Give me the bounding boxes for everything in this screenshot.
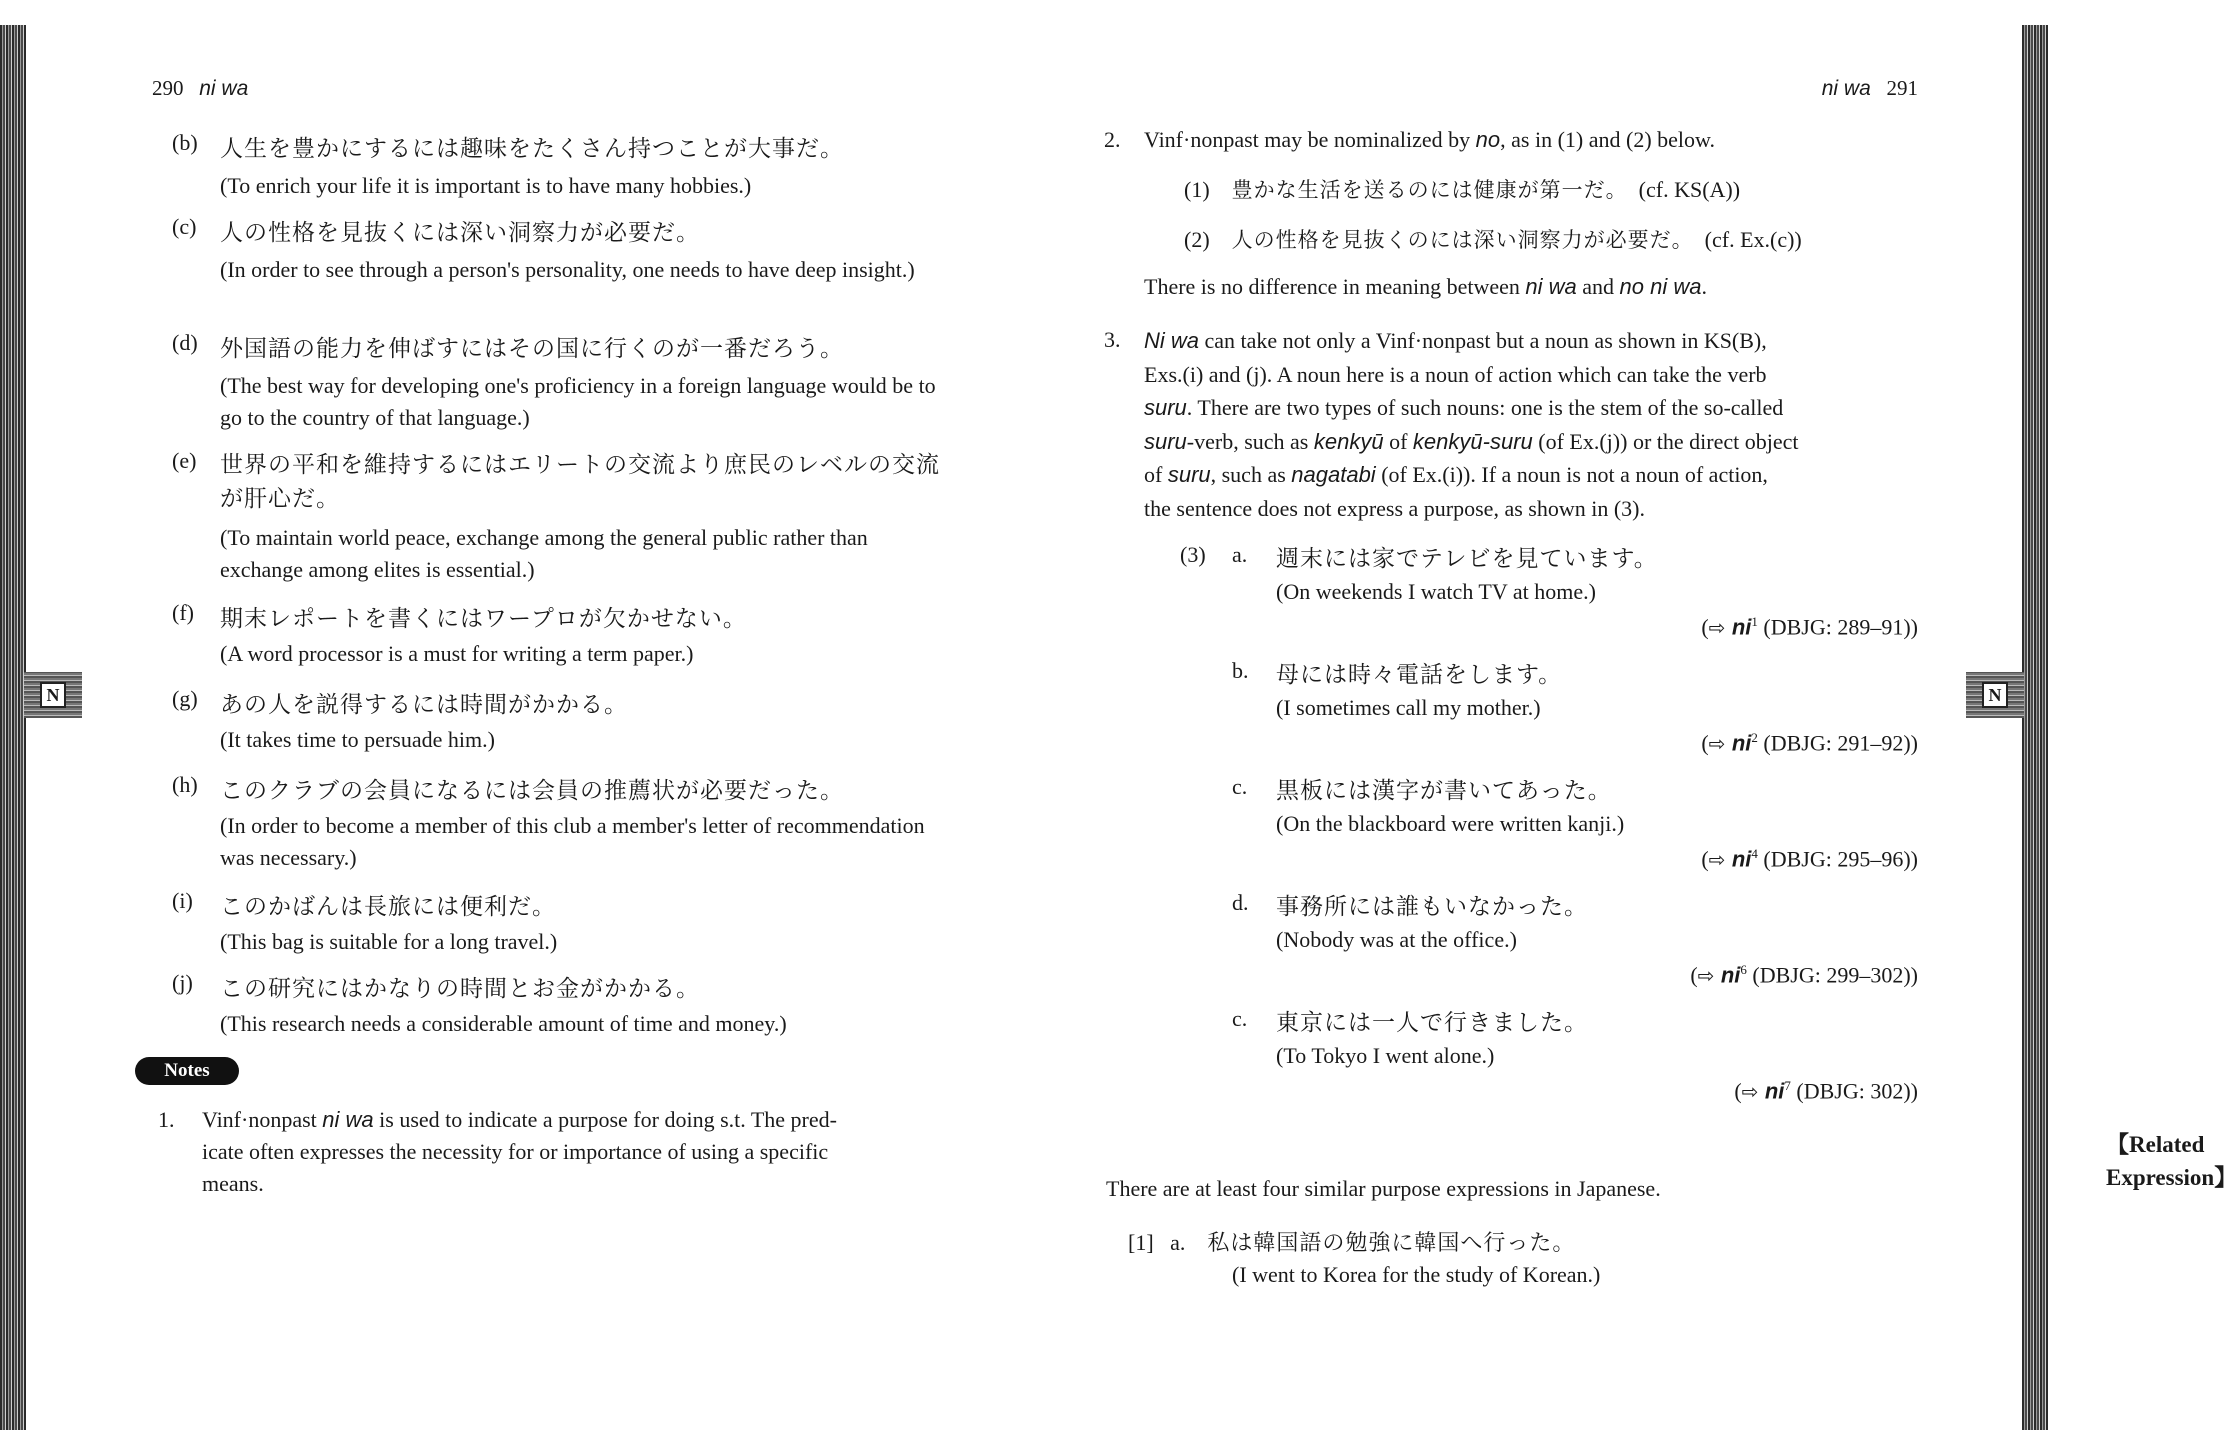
- example-english: (This research needs a considerable amount of time and money.): [220, 1011, 787, 1036]
- sub-example-label: c.: [1232, 774, 1248, 799]
- example-label: (i): [172, 888, 193, 913]
- note-2-item-1: [1184, 174, 1740, 204]
- example-label: (h): [172, 772, 198, 797]
- arrow-icon: ⇨: [1708, 615, 1732, 640]
- cross-reference: (⇨ $ni^6$ (DBJG: 299–302)): [1690, 962, 1918, 988]
- arrow-icon: ⇨: [1741, 1079, 1765, 1104]
- note-term: Ni wa: [1144, 328, 1200, 353]
- cross-reference: (⇨ $ni^7$ (DBJG: 302)): [1734, 1078, 1918, 1104]
- note-term: no ni wa: [1619, 274, 1702, 299]
- thumb-tab-letter: N: [40, 682, 66, 708]
- note-text: (of Ex.(j)) or the direct object: [1532, 428, 1799, 454]
- note-line: [1144, 458, 1798, 492]
- item-reference: (cf. KS(A)): [1638, 177, 1741, 202]
- note-term: suru: [1144, 428, 1187, 454]
- thumb-tab-left: [24, 672, 82, 718]
- note-number: 1.: [158, 1107, 175, 1132]
- note-2-conclusion: [1144, 274, 1707, 300]
- thumb-tab-letter: N: [1982, 682, 2008, 708]
- note-line: [1144, 324, 1798, 358]
- item-japanese: 豊かな生活を送るのには健康が第一だ。: [1231, 178, 1628, 202]
- item-number: (1): [1184, 177, 1210, 202]
- reference-term: ni: [1764, 1078, 1785, 1104]
- example-japanese: 外国語の能力を伸ばすにはその国に行くのが一番だろう。: [220, 336, 844, 362]
- example-japanese: 人生を豊かにするには趣味をたくさん持つことが大事だ。: [220, 136, 844, 162]
- note-text: (of Ex.(i)). If a noun is not a noun of action,: [1375, 462, 1768, 487]
- note-text: , such as: [1210, 462, 1292, 487]
- related-expression-heading: 【Related Expression】: [2106, 1132, 2237, 1190]
- running-head-right: [1822, 76, 1918, 101]
- item-japanese: 私は韓国語の勉強に韓国へ行った。: [1207, 1231, 1576, 1256]
- example-japanese: あの人を説得するには時間がかかる。: [220, 692, 628, 718]
- note-text: of: [1383, 428, 1413, 454]
- related-intro: There are at least four similar purpose expressions in Japanese.: [1106, 1176, 1661, 1201]
- page-edge-right: [2022, 25, 2048, 1430]
- sub-example-japanese: 東京には一人で行きました。: [1276, 1010, 1588, 1036]
- note-term: suru: [1144, 395, 1187, 420]
- note-text: Vinf·nonpast may be nominalized by: [1144, 127, 1476, 152]
- example-english: (A word processor is a must for writing a term paper.): [220, 641, 694, 666]
- item-number: [1]: [1128, 1230, 1154, 1255]
- sub-example-label: a.: [1232, 542, 1248, 567]
- item-number: (2): [1184, 227, 1210, 252]
- reference-source: (DBJG: 299–302)): [1746, 962, 1918, 988]
- note-text: , as in (1) and (2) below.: [1500, 127, 1715, 152]
- sub-example-japanese: 黒板には漢字が書いてあった。: [1276, 778, 1612, 804]
- note-term: kenkyū: [1313, 428, 1384, 454]
- note-text: the sentence does not express a purpose, as shown in (3).: [1144, 495, 1645, 521]
- example-english: (In order to become a member of this club a member's letter of recommendation was necessary.): [220, 813, 925, 870]
- reference-source: (DBJG: 295–96)): [1757, 846, 1918, 872]
- running-title-left: ni wa: [199, 77, 249, 100]
- reference-source: (DBJG: 289–91)): [1757, 614, 1918, 640]
- note-text: means.: [202, 1171, 264, 1196]
- example-japanese: このクラブの会員になるには会員の推薦状が必要だった。: [220, 778, 844, 804]
- example-label: (c): [172, 214, 197, 239]
- cross-reference: (⇨ $ni^2$ (DBJG: 291–92)): [1701, 730, 1918, 756]
- cross-reference: (⇨ $ni^1$ (DBJG: 289–91)): [1701, 614, 1918, 640]
- example-label: (f): [172, 600, 194, 625]
- example-japanese: 期末レポートを書くにはワープロが欠かせない。: [220, 606, 747, 632]
- example-label: (e): [172, 448, 197, 473]
- note-text: -verb, such as: [1186, 428, 1314, 454]
- example-japanese: このかばんは長旅には便利だ。: [220, 894, 556, 920]
- note-term: no: [1475, 127, 1501, 152]
- page-edge-left: [0, 25, 26, 1430]
- note-body: [1144, 324, 1798, 525]
- example-english: (This bag is suitable for a long travel.): [220, 929, 558, 954]
- thumb-tab-right: [1966, 672, 2024, 718]
- example-english: (To enrich your life it is important is to have many hobbies.): [220, 173, 752, 198]
- note-text: is used to indicate a purpose for doing s.t. The pred-: [373, 1107, 837, 1132]
- note-line: [1144, 425, 1798, 459]
- note-number: 3.: [1104, 327, 1121, 352]
- example-japanese: 人の性格を見抜くには深い洞察力が必要だ。: [220, 220, 700, 246]
- reference-superscript: 7: [1784, 1078, 1791, 1093]
- example-english: (It takes time to persuade him.): [220, 727, 495, 752]
- note-text: and: [1576, 274, 1620, 299]
- sub-example-label: d.: [1232, 890, 1249, 915]
- note-term: nagatabi: [1291, 462, 1376, 487]
- arrow-icon: ⇨: [1697, 963, 1721, 988]
- cross-reference: (⇨ $ni^4$ (DBJG: 295–96)): [1701, 846, 1918, 872]
- reference-term: ni: [1731, 730, 1752, 756]
- note-term: ni wa: [322, 1107, 374, 1132]
- page-number-right: 291: [1886, 76, 1918, 100]
- note-line: [1144, 492, 1798, 526]
- running-head-left: [152, 76, 248, 101]
- arrow-icon: ⇨: [1708, 847, 1732, 872]
- sub-example-english: (I sometimes call my mother.): [1276, 695, 1541, 720]
- note-text: icate often expresses the necessity for or importance of using a specific: [202, 1139, 829, 1164]
- reference-superscript: 6: [1740, 962, 1747, 977]
- example-label: (d): [172, 330, 198, 355]
- sub-example-label: b.: [1232, 658, 1249, 683]
- note-term: kenkyū-suru: [1412, 428, 1533, 454]
- reference-term: ni: [1731, 614, 1752, 640]
- example-japanese: 世界の平和を維持するにはエリートの交流より庶民のレベルの交流が肝心だ。: [220, 452, 940, 512]
- page-number-left: 290: [152, 76, 184, 100]
- reference-superscript: 1: [1751, 614, 1758, 629]
- note-text: There is no difference in meaning between: [1144, 274, 1526, 299]
- item-reference: (cf. Ex.(c)): [1704, 227, 1802, 252]
- note-term: suru: [1167, 462, 1211, 487]
- sub-example-japanese: 母には時々電話をします。: [1276, 662, 1563, 688]
- note-line: [1144, 391, 1798, 425]
- note-line: [1144, 358, 1798, 392]
- reference-term: ni: [1720, 962, 1741, 988]
- note-body: [202, 1104, 837, 1200]
- related-item-1: [1128, 1226, 1575, 1257]
- sub-example-english: (On the blackboard were written kanji.): [1276, 811, 1625, 836]
- reference-term: ni: [1731, 846, 1752, 872]
- sub-example-english: (To Tokyo I went alone.): [1276, 1043, 1495, 1068]
- reference-source: (DBJG: 291–92)): [1757, 730, 1918, 756]
- note-2-item-2: [1184, 224, 1802, 254]
- left-page: [0, 0, 1024, 1434]
- related-english: (I went to Korea for the study of Korean.): [1232, 1262, 1601, 1287]
- notes-badge: Notes: [135, 1057, 239, 1085]
- sub-example-english: (Nobody was at the office.): [1276, 927, 1517, 952]
- example-english: (In order to see through a person's personality, one needs to have deep insight.): [220, 257, 915, 282]
- item-japanese: 人の性格を見抜くのには深い洞察力が必要だ。: [1231, 228, 1694, 252]
- example-japanese: この研究にはかなりの時間とお金がかかる。: [220, 976, 700, 1002]
- sub-example-japanese: 週末には家でテレビを見ています。: [1276, 546, 1658, 572]
- note-text: .: [1701, 274, 1707, 299]
- note-text: . There are two types of such nouns: one is the stem of the so-called: [1186, 395, 1784, 420]
- right-page: [1024, 0, 2237, 1434]
- item-label: a.: [1170, 1230, 1186, 1255]
- reference-superscript: 2: [1751, 730, 1758, 745]
- note-text: Exs.(i) and (j). A noun here is a noun of action which can take the verb: [1144, 361, 1767, 387]
- note-text: Vinf·nonpast: [202, 1107, 323, 1132]
- note-body: [1144, 124, 1715, 156]
- arrow-icon: ⇨: [1708, 731, 1732, 756]
- note-term: ni wa: [1525, 274, 1577, 299]
- running-title-right: ni wa: [1821, 77, 1871, 100]
- reference-source: (DBJG: 302)): [1790, 1078, 1918, 1104]
- sub-example-japanese: 事務所には誰もいなかった。: [1276, 894, 1588, 920]
- example-label: (j): [172, 970, 193, 995]
- note-number: 2.: [1104, 127, 1121, 152]
- sub-example-english: (On weekends I watch TV at home.): [1276, 579, 1596, 604]
- example-group-number: (3): [1180, 542, 1206, 567]
- note-text: can take not only a Vinf·nonpast but a noun as shown in KS(B),: [1199, 328, 1767, 353]
- example-english: (To maintain world peace, exchange among the general public rather than exchange among elites is essential.): [220, 525, 868, 582]
- example-label: (g): [172, 686, 198, 711]
- sub-example-label: c.: [1232, 1006, 1248, 1031]
- example-label: (b): [172, 130, 198, 155]
- note-text: of: [1144, 462, 1168, 487]
- example-english: (The best way for developing one's proficiency in a foreign language would be to go to the country of that language.): [220, 373, 936, 430]
- reference-superscript: 4: [1751, 846, 1758, 861]
